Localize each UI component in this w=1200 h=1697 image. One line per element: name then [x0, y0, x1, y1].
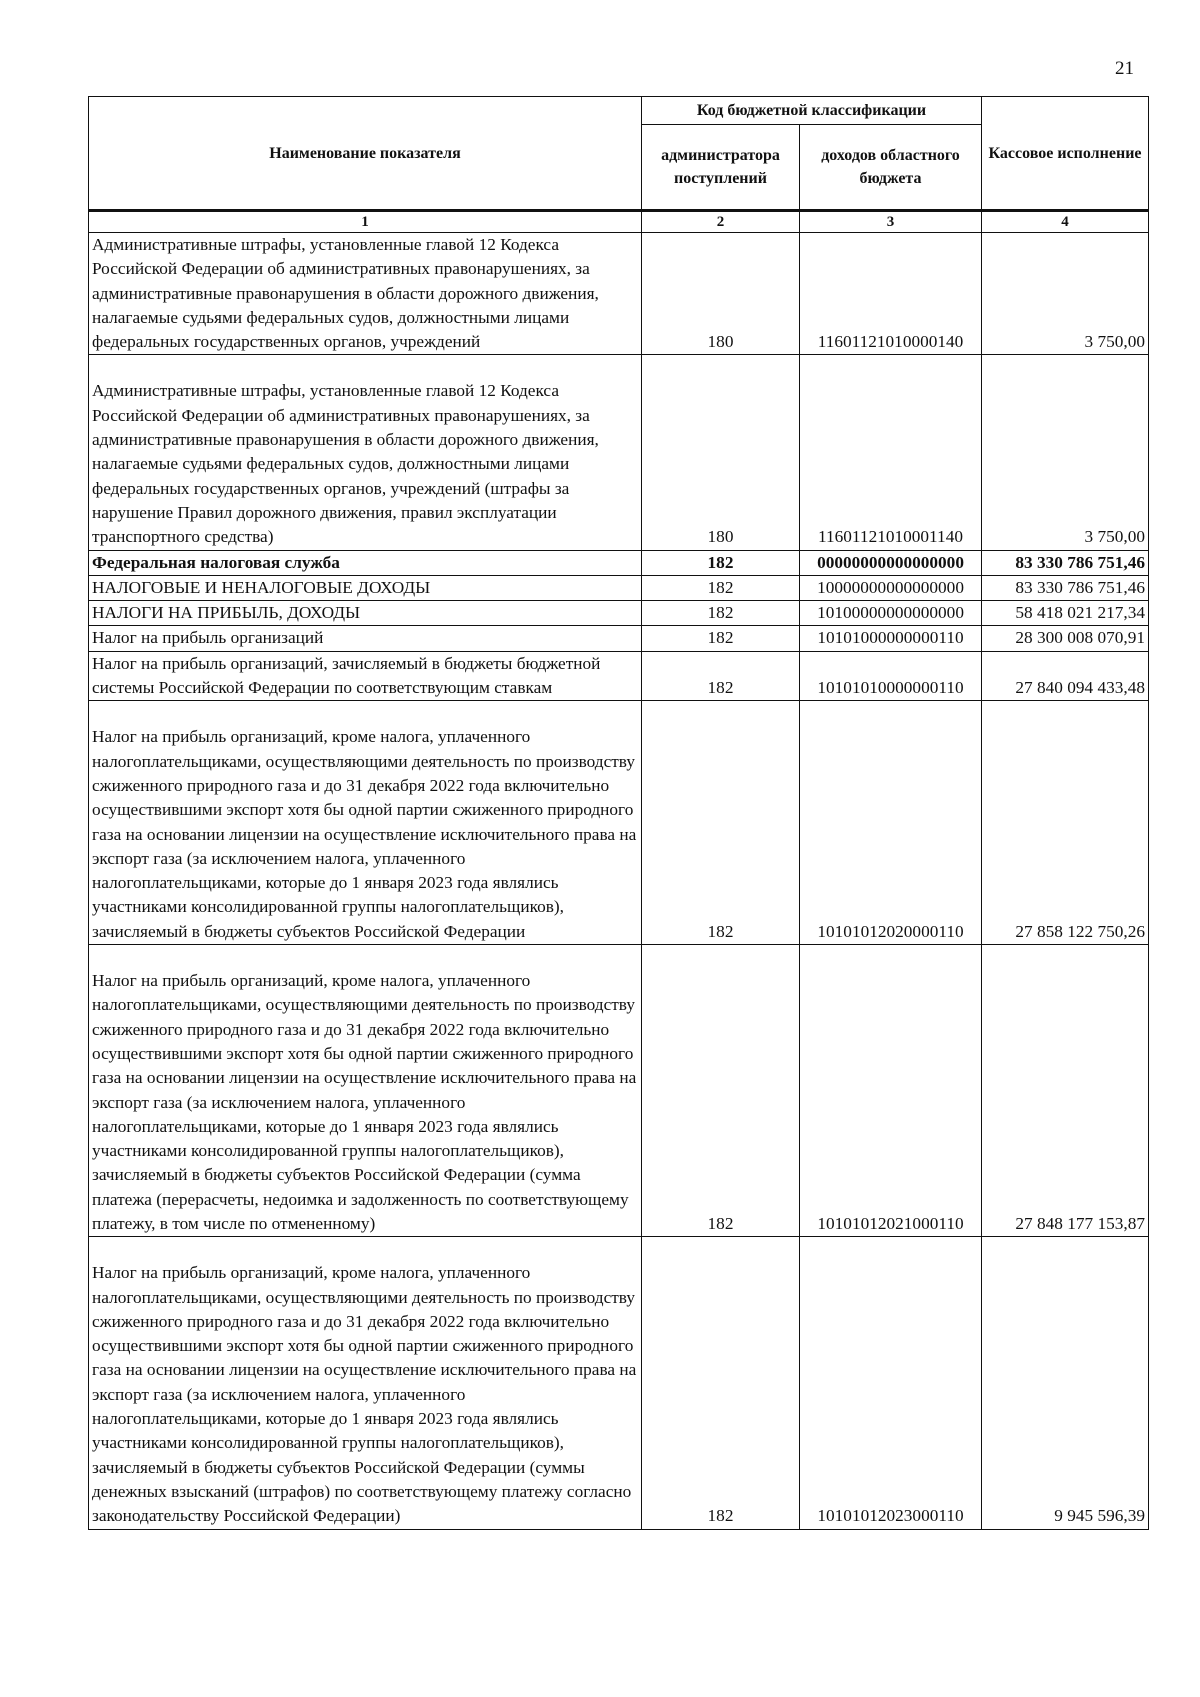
column-number: 3 — [800, 211, 982, 233]
spacer — [92, 945, 638, 969]
indicator-name-text: Налог на прибыль организаций, кроме налога, уплаченного налогоплательщиками, осуществляющими деятельность по производству сжиженного природного газа и до 31 декабря 2022 года включительно осуществившими экспорт хотя бы одной партии сжиженного природного газа на основании лицензии на осуществление исключительного права на экспорт газа (за исключением налога, уплаченного налогоплательщиками, которые до 1 января 2023 года являлись участниками консолидированной группы налогоплательщиков), зачисляемый в бюджеты субъектов Российской Федерации (сумма платежа (перерасчеты, недоимка и задолженность по соответствующему платежу, в том числе по отмененному) — [92, 971, 637, 1233]
indicator-name-text: Налог на прибыль организаций — [92, 628, 324, 648]
table-row — [89, 601, 1149, 626]
income-code: 10000000000000000 — [800, 575, 982, 600]
table-row — [89, 575, 1149, 600]
indicator-name — [89, 945, 642, 1237]
indicator-name — [89, 626, 642, 651]
indicator-name-text: НАЛОГИ НА ПРИБЫЛЬ, ДОХОДЫ — [92, 603, 361, 623]
indicator-name-text: Административные штрафы, установленные главой 12 Кодекса Российской Федерации об административных правонарушениях, за административные правонарушения в области дорожного движения, налагаемые судьями федеральных судов, должностными лицами федеральных государственных органов, учреждений — [92, 235, 599, 352]
indicator-name — [89, 651, 642, 701]
cash-execution-amount: 9 945 596,39 — [982, 1237, 1149, 1529]
table-row — [89, 626, 1149, 651]
income-code: 11601121010001140 — [800, 355, 982, 550]
indicator-name — [89, 575, 642, 600]
admin-code: 182 — [642, 601, 800, 626]
admin-code: 182 — [642, 550, 800, 575]
indicator-name — [89, 550, 642, 575]
indicator-name-text: Налог на прибыль организаций, зачисляемый в бюджеты бюджетной системы Российской Федерации по соответствующим ставкам — [92, 653, 601, 698]
admin-code: 180 — [642, 355, 800, 550]
income-code: 11601121010000140 — [800, 233, 982, 355]
indicator-name — [89, 1237, 642, 1529]
indicator-name — [89, 701, 642, 945]
header-income-column: доходов областного бюджета — [800, 125, 982, 211]
table-row — [89, 355, 1149, 550]
header-kbk-group: Код бюджетной классификации — [642, 97, 982, 125]
table-row — [89, 1237, 1149, 1529]
indicator-name-text: Налог на прибыль организаций, кроме налога, уплаченного налогоплательщиками, осуществляющими деятельность по производству сжиженного природного газа и до 31 декабря 2022 года включительно осуществившими экспорт хотя бы одной партии сжиженного природного газа на основании лицензии на осуществление исключительного права на экспорт газа (за исключением налога, уплаченного налогоплательщиками, которые до 1 января 2023 года являлись участниками консолидированной группы налогоплательщиков), зачисляемый в бюджеты субъектов Российской Федерации — [92, 727, 637, 941]
table-body — [89, 211, 1149, 1530]
income-code: 10100000000000000 — [800, 601, 982, 626]
admin-code: 182 — [642, 701, 800, 945]
cash-execution-amount: 27 858 122 750,26 — [982, 701, 1149, 945]
income-code: 10101012020000110 — [800, 701, 982, 945]
budget-execution-table — [88, 96, 1149, 1530]
income-code: 10101012021000110 — [800, 945, 982, 1237]
admin-code: 182 — [642, 626, 800, 651]
cash-execution-amount: 83 330 786 751,46 — [982, 550, 1149, 575]
table-row — [89, 701, 1149, 945]
indicator-name-text: Налог на прибыль организаций, кроме налога, уплаченного налогоплательщиками, осуществляющими деятельность по производству сжиженного природного газа и до 31 декабря 2022 года включительно осуществившими экспорт хотя бы одной партии сжиженного природного газа на основании лицензии на осуществление исключительного права на экспорт газа (за исключением налога, уплаченного налогоплательщиками, которые до 1 января 2023 года являлись участниками консолидированной группы налогоплательщиков), зачисляемый в бюджеты субъектов Российской Федерации (суммы денежных взысканий (штрафов) по соответствующему платежу согласно законодательству Российской Федерации) — [92, 1263, 637, 1526]
income-code: 10101010000000110 — [800, 651, 982, 701]
table-row — [89, 233, 1149, 355]
column-number-row — [89, 211, 1149, 233]
cash-execution-amount: 3 750,00 — [982, 233, 1149, 355]
cash-execution-amount: 58 418 021 217,34 — [982, 601, 1149, 626]
header-name-column: Наименование показателя — [89, 97, 642, 211]
indicator-name-text: Административные штрафы, установленные главой 12 Кодекса Российской Федерации об административных правонарушениях, за административные правонарушения в области дорожного движения, налагаемые судьями федеральных судов, должностными лицами федеральных государственных органов, учреждений (штрафы за нарушение Правил дорожного движения, правил эксплуатации транспортного средства) — [92, 381, 599, 547]
cash-execution-amount: 27 848 177 153,87 — [982, 945, 1149, 1237]
indicator-name — [89, 355, 642, 550]
indicator-name-text: НАЛОГОВЫЕ И НЕНАЛОГОВЫЕ ДОХОДЫ — [92, 577, 431, 597]
header-admin-column: администратора поступлений — [642, 125, 800, 211]
spacer — [92, 701, 638, 725]
cash-execution-amount: 83 330 786 751,46 — [982, 575, 1149, 600]
income-code: 00000000000000000 — [800, 550, 982, 575]
spacer — [92, 355, 638, 379]
header-execution-column: Кассовое исполнение — [982, 97, 1149, 211]
indicator-name-text: Федеральная налоговая служба — [92, 552, 340, 572]
indicator-name — [89, 601, 642, 626]
income-code: 10101000000000110 — [800, 626, 982, 651]
column-number: 2 — [642, 211, 800, 233]
page-number: 21 — [1115, 58, 1134, 79]
cash-execution-amount: 27 840 094 433,48 — [982, 651, 1149, 701]
table-row — [89, 550, 1149, 575]
spacer — [92, 1237, 638, 1261]
admin-code: 182 — [642, 945, 800, 1237]
income-code: 10101012023000110 — [800, 1237, 982, 1529]
table-row — [89, 945, 1149, 1237]
table-row — [89, 651, 1149, 701]
cash-execution-amount: 28 300 008 070,91 — [982, 626, 1149, 651]
column-number: 1 — [89, 211, 642, 233]
column-number: 4 — [982, 211, 1149, 233]
admin-code: 180 — [642, 233, 800, 355]
admin-code: 182 — [642, 1237, 800, 1529]
indicator-name — [89, 233, 642, 355]
admin-code: 182 — [642, 575, 800, 600]
cash-execution-amount: 3 750,00 — [982, 355, 1149, 550]
admin-code: 182 — [642, 651, 800, 701]
